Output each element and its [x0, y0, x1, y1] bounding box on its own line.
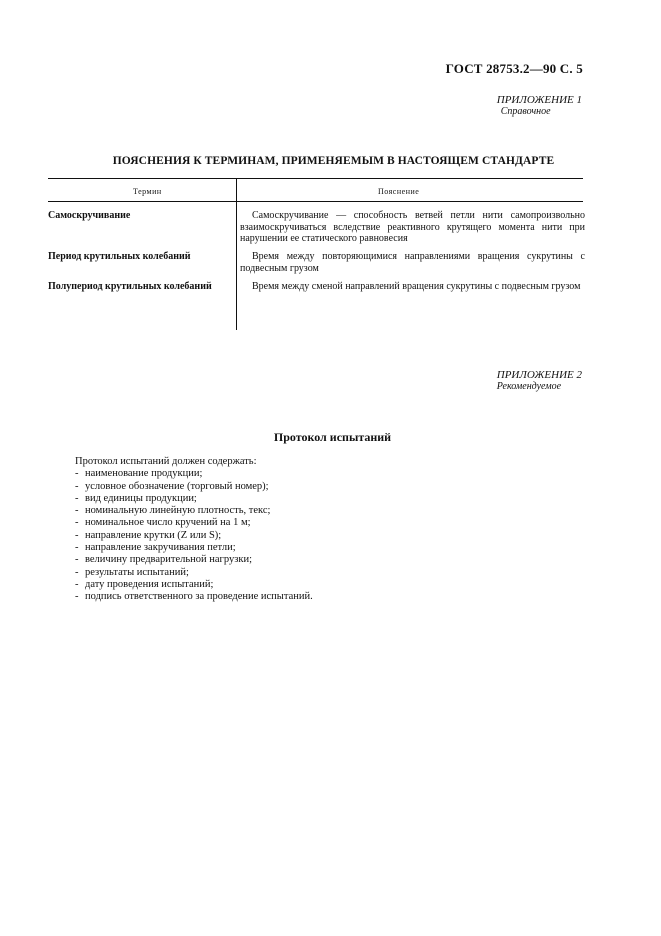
list-item: - условное обозначение (торговый номер); [75, 480, 269, 492]
protocol-body [75, 456, 575, 604]
list-item-text: номинальную линейную плотность, текс; [85, 505, 271, 517]
list-item-text: номинальное число кручений на 1 м; [85, 517, 251, 529]
list-item-text: условное обозначение (торговый номер); [85, 480, 269, 492]
list-item-text: подпись ответственного за проведение испытаний. [85, 591, 313, 603]
column-header-explanation: Пояснение [378, 187, 420, 196]
appendix-2-status: Рекомендуемое [496, 381, 562, 392]
list-item-text: вид единицы продукции; [85, 492, 197, 504]
protocol-list [75, 468, 575, 603]
table-row-explanation: Время между сменой направлений вращения сукрутины с подвесным грузом [252, 281, 581, 292]
list-item-text: величину предварительной нагрузки; [85, 554, 253, 566]
column-header-term: Термин [133, 187, 162, 196]
appendix-1-title: ПРИЛОЖЕНИЕ 1 [496, 94, 582, 106]
table-row-term: Полупериод крутильных колебаний [48, 281, 212, 292]
appendix-2-title: ПРИЛОЖЕНИЕ 2 [496, 369, 582, 381]
appendix-1-status: Справочное [500, 106, 551, 117]
list-item: - наименование продукции; [75, 468, 203, 480]
appendix-2-heading [497, 369, 582, 393]
table-column-divider [236, 178, 237, 330]
list-item-text: наименование продукции; [85, 468, 203, 480]
table-header-rule [48, 201, 583, 202]
list-item: - дату проведения испытаний; [75, 578, 214, 590]
list-item: - номинальную линейную плотность, текс; [75, 505, 271, 517]
protocol-intro: Протокол испытаний должен содержать: [75, 456, 257, 467]
list-item-text: направление закручивания петли; [85, 542, 236, 554]
table-row-term: Период крутильных колебаний [48, 251, 191, 262]
list-item: - величину предварительной нагрузки; [75, 554, 253, 566]
list-item: - направление закручивания петли; [75, 542, 236, 554]
table-row-explanation: Время между повторяющимися направлениями вращения сукрутины с подвесным грузом [240, 251, 585, 274]
list-item: - номинальное число кручений на 1 м; [75, 517, 251, 529]
list-item: - направление крутки (Z или S); [75, 529, 222, 541]
list-item-text: результаты испытаний; [85, 566, 189, 578]
table-row-term: Самоскручивание [48, 210, 131, 221]
list-item-text: дату проведения испытаний; [85, 578, 214, 590]
list-item-text: направление крутки (Z или S); [85, 529, 222, 541]
list-item: - подпись ответственного за проведение испытаний. [75, 591, 313, 603]
terms-section-title: ПОЯСНЕНИЯ К ТЕРМИНАМ, ПРИМЕНЯЕМЫМ В НАСТОЯЩЕМ СТАНДАРТЕ [112, 155, 555, 167]
protocol-title: Протокол испытаний [273, 430, 392, 444]
table-row-explanation: Самоскручивание — способность ветвей петли нити самопроизвольно взаимоскручиваться вследствие реактивного крутящего момента нити при нарушении ее статического равновесия [240, 210, 585, 244]
page-header-doc-ref: ГОСТ 28753.2—90 С. 5 [445, 61, 583, 76]
list-item: - результаты испытаний; [75, 566, 189, 578]
appendix-1-heading [497, 94, 582, 118]
list-item: - вид единицы продукции; [75, 492, 197, 504]
table-top-rule [48, 178, 583, 179]
